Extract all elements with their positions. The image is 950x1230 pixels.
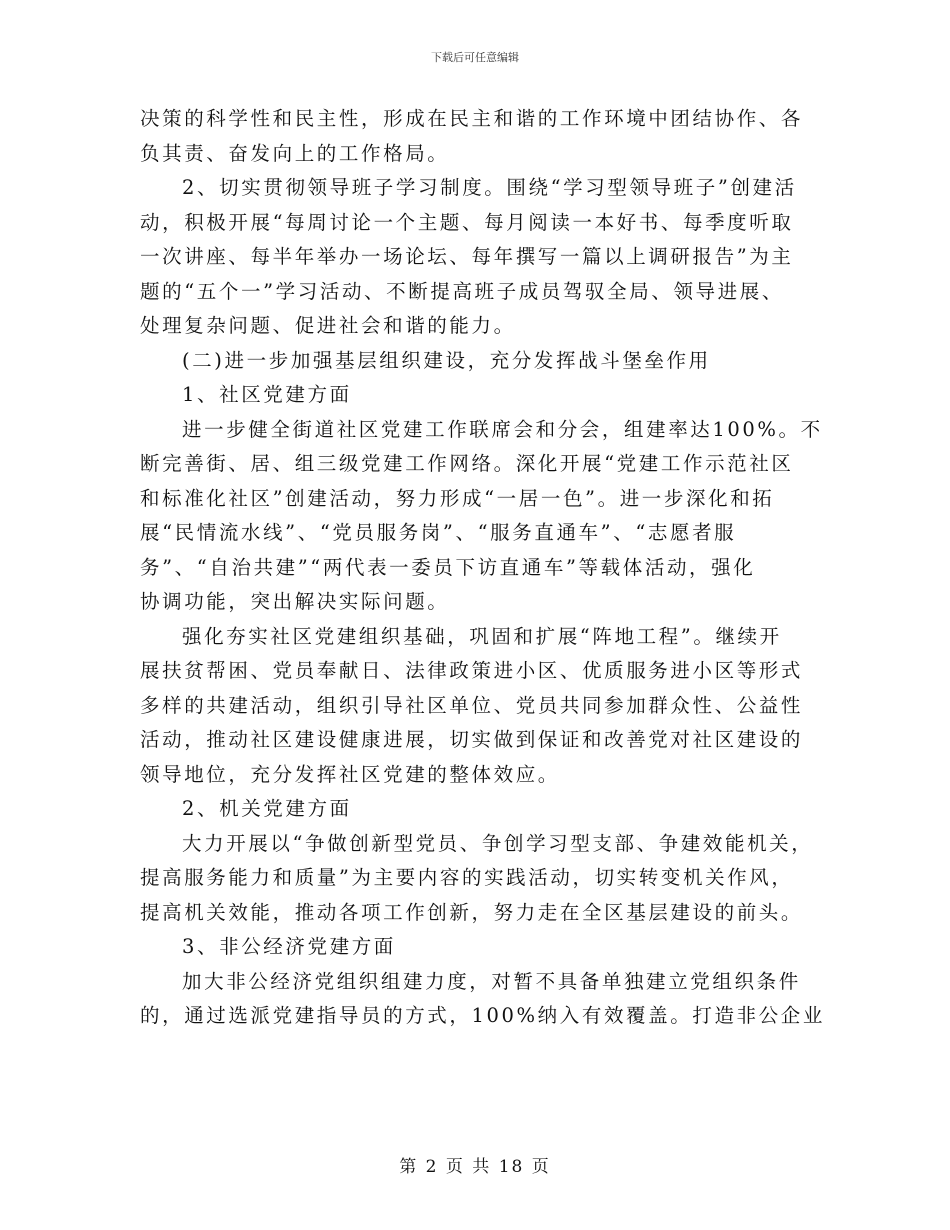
text-line: 展扶贫帮困、党员奉献日、法律政策进小区、优质服务进小区等形式 bbox=[140, 659, 804, 682]
text-line: 提高服务能力和质量”为主要内容的实践活动，切实转变机关作风， bbox=[140, 866, 794, 889]
text-line: 动，积极开展“每周讨论一个主题、每月阅读一本好书、每季度听取 bbox=[140, 210, 794, 234]
text-line: 决策的科学性和民主性，形成在民主和谐的工作环境中团结协作、各 bbox=[140, 107, 804, 130]
text-line: 务”、“自治共建”“两代表一委员下访直通车”等载体活动，强化 bbox=[140, 555, 756, 579]
text-line: 负其责、奋发向上的工作格局。 bbox=[140, 141, 450, 165]
subsection-heading: 1、社区党建方面 bbox=[182, 383, 352, 406]
text-line: 协调功能，突出解决实际问题。 bbox=[140, 590, 450, 613]
text-line: 领导地位，充分发挥社区党建的整体效应。 bbox=[140, 762, 560, 786]
subsection-heading: 3、非公经济党建方面 bbox=[182, 935, 396, 958]
text-line: 加大非公经济党组织组建力度，对暂不具备单独建立党组织条件 bbox=[182, 969, 801, 993]
text-line: 题的“五个一”学习活动、不断提高班子成员驾驭全局、领导进展、 bbox=[140, 279, 784, 303]
text-line: 活动，推动社区建设健康进展，切实做到保证和改善党对社区建设的 bbox=[140, 728, 804, 751]
text-line: 处理复杂问题、促进社会和谐的能力。 bbox=[140, 314, 516, 337]
text-line: 多样的共建活动，组织引导社区单位、党员共同参加群众性、公益性 bbox=[140, 693, 804, 717]
text-line: 进一步健全街道社区党建工作联席会和分会，组建率达100%。不 bbox=[182, 417, 823, 441]
text-line: 的，通过选派党建指导员的方式，100%纳入有效覆盖。打造非公企业 bbox=[140, 1004, 825, 1027]
page-footer: 第 2 页 共 18 页 bbox=[399, 1157, 551, 1177]
text-line: 展“民情流水线”、“党员服务岗”、“服务直通车”、“志愿者服 bbox=[140, 521, 737, 544]
document-body bbox=[140, 102, 825, 1034]
subsection-heading: 2、机关党建方面 bbox=[182, 797, 352, 820]
text-line: 2、切实贯彻领导班子学习制度。围绕“学习型领导班子”创建活 bbox=[182, 176, 797, 199]
text-line: 一次讲座、每半年举办一场论坛、每年撰写一篇以上调研报告”为主 bbox=[140, 245, 794, 268]
text-line: 断完善街、居、组三级党建工作网络。深化开展“党建工作示范社区 bbox=[140, 452, 794, 475]
text-line: 大力开展以“争做创新型党员、争创学习型支部、争建效能机关， bbox=[182, 831, 814, 855]
text-line: 和标准化社区”创建活动，努力形成“一居一色”。进一步深化和拓 bbox=[140, 486, 775, 510]
section-heading: (二)进一步加强基层组织建设，充分发挥战斗堡垒作用 bbox=[182, 348, 711, 372]
text-line: 提高机关效能，推动各项工作创新，努力走在全区基层建设的前头。 bbox=[140, 900, 804, 924]
text-line: 强化夯实社区党建组织基础，巩固和扩展“阵地工程”。继续开 bbox=[182, 624, 782, 648]
page-header: 下载后可任意编辑 bbox=[431, 51, 519, 64]
